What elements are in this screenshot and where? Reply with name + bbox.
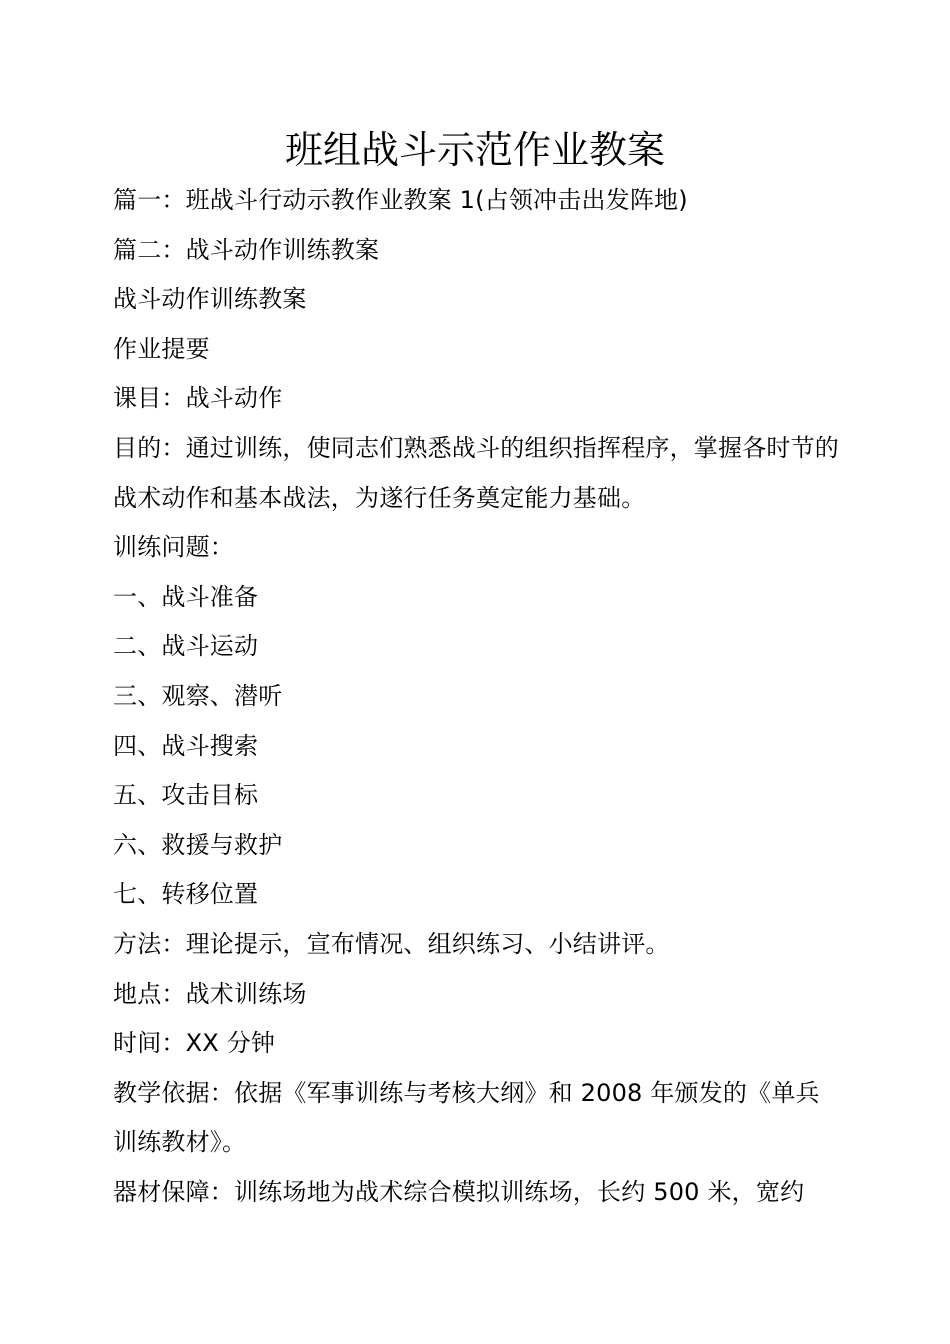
paragraph: 二、战斗运动 (113, 632, 259, 661)
paragraph: 五、攻击目标 (113, 781, 259, 810)
paragraph: 教学依据：依据《军事训练与考核大纲》和 2008 年颁发的《单兵训练教材》。 (113, 1078, 820, 1157)
paragraph: 篇一：班战斗行动示教作业教案 1(占领冲击出发阵地) (113, 186, 688, 214)
paragraph: 方法：理论提示，宣布情况、组织练习、小结讲评。 (113, 929, 670, 958)
paragraph: 目的：通过训练，使同志们熟悉战斗的组织指挥程序，掌握各时节的战术动作和基本战法，为遂行任务奠定能力基础。 (113, 433, 839, 512)
document-title: 班组战斗示范作业教案 (284, 128, 665, 172)
paragraph: 六、救援与救护 (113, 830, 283, 859)
paragraph: 篇二：战斗动作训练教案 (113, 235, 380, 264)
paragraph: 器材保障：训练场地为战术综合模拟训练场，长约 500 米，宽约 (113, 1177, 805, 1206)
paragraph: 训练问题： (113, 533, 234, 562)
document-body (113, 176, 839, 1217)
paragraph: 战斗动作训练教案 (113, 285, 307, 314)
paragraph: 一、战斗准备 (113, 582, 259, 611)
paragraph: 课目：战斗动作 (113, 384, 283, 413)
paragraph: 作业提要 (113, 334, 210, 363)
paragraph: 四、战斗搜索 (113, 731, 259, 760)
paragraph: 地点：战术训练场 (113, 979, 307, 1008)
paragraph: 时间：XX 分钟 (113, 1029, 276, 1058)
paragraph: 七、转移位置 (113, 880, 259, 909)
paragraph: 三、观察、潜听 (113, 681, 283, 710)
